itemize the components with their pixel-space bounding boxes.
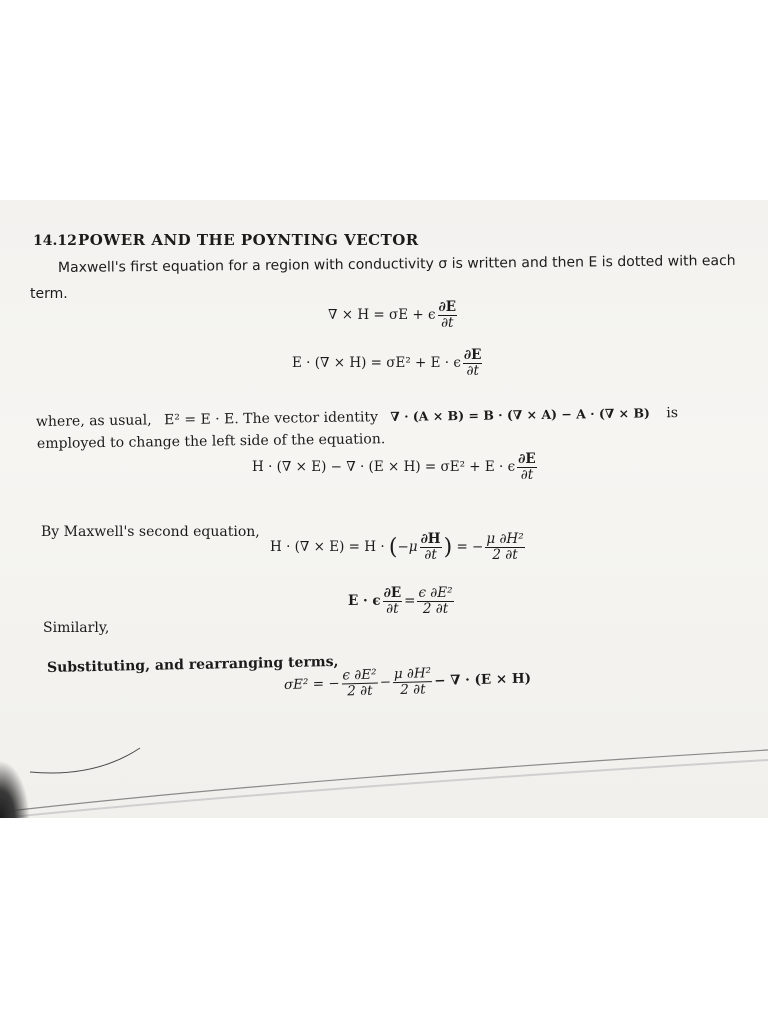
equation-4-paren-open: ( <box>388 535 398 560</box>
intro-text-line1: Maxwell's first equation for a region with conductivity σ is written and then E is dotted with each <box>57 252 736 276</box>
pencil-stroke <box>30 748 140 773</box>
equation-6 <box>284 664 532 701</box>
equation-6-numerator-2: μ ∂H² <box>393 665 432 683</box>
intro-text-line2: term. <box>30 286 68 302</box>
equation-2 <box>292 348 484 379</box>
equation-4-fraction-2 <box>485 532 524 563</box>
equation-4-paren-close: ) <box>443 535 453 560</box>
equation-6-numerator-1: ϵ ∂E² <box>342 666 377 684</box>
equation-4-numerator-2: μ ∂H² <box>486 531 524 547</box>
equation-6-denominator-2: 2 ∂t <box>400 681 426 698</box>
equation-4-left: H · (∇ × E) = H · <box>270 539 389 555</box>
equation-5-denominator-1: ∂t <box>386 601 399 617</box>
equation-6-denominator-1: 2 ∂t <box>347 682 373 700</box>
equation-2-numerator: ∂E <box>463 347 482 363</box>
equation-2-fraction <box>463 348 483 379</box>
equation-2-left: E · (∇ × H) = σE² + E · ϵ <box>292 355 461 371</box>
where-text-c: is <box>666 405 679 422</box>
equation-1-left: ∇ × H = σE + ϵ <box>328 307 436 323</box>
equation-4 <box>270 532 527 563</box>
equation-3-fraction <box>517 452 537 483</box>
equation-5-left: E · ϵ <box>348 593 381 609</box>
equation-6-fraction-2 <box>393 666 433 698</box>
equation-4-mid: = − <box>452 539 484 555</box>
equation-3 <box>252 452 539 483</box>
page-edge-marks <box>0 720 768 818</box>
equation-4-inner: −μ <box>397 539 418 555</box>
equation-3-left: H · (∇ × E) − ∇ · (E × H) = σE² + E · ϵ <box>252 459 516 475</box>
equation-1 <box>328 300 459 331</box>
vector-identity: ∇ · (A × B) = B · (∇ × A) − A · (∇ × B) <box>390 405 651 425</box>
equation-1-denominator: ∂t <box>441 315 454 331</box>
section-number: 14.12 <box>33 233 77 249</box>
equation-5 <box>348 586 456 617</box>
page-corner-shadow <box>0 760 30 818</box>
equation-4-denominator-2: 2 ∂t <box>492 547 518 563</box>
equation-6-fraction-1 <box>341 668 378 700</box>
equation-3-denominator: ∂t <box>520 467 534 483</box>
equation-4-denominator-1: ∂t <box>424 547 437 563</box>
where-text-a: where, as usual, <box>35 412 152 430</box>
page-curl-shadow <box>0 760 768 818</box>
equation-1-fraction <box>438 300 458 331</box>
section-title: POWER AND THE POYNTING VECTOR <box>78 231 419 249</box>
equation-5-fraction-1 <box>383 586 403 617</box>
equation-6-right: − ∇ · (E × H) <box>434 670 532 690</box>
equation-4-fraction-1 <box>420 532 442 563</box>
equation-5-mid: = <box>404 593 416 609</box>
equation-5-numerator-2: ϵ ∂E² <box>418 585 453 601</box>
equation-2-denominator: ∂t <box>466 363 479 379</box>
where-text-line1 <box>36 405 678 430</box>
equation-6-mid: − <box>379 674 392 691</box>
equation-1-numerator: ∂E <box>438 299 457 315</box>
where-text-line2: employed to change the left side of the equation. <box>36 431 386 452</box>
equation-5-numerator-1: ∂E <box>383 585 402 601</box>
page-curl-line <box>0 750 768 812</box>
where-text-b: E² = E · E. The vector identity <box>163 409 379 429</box>
equation-6-left: σE² = − <box>283 675 340 693</box>
textbook-page <box>0 200 768 818</box>
equation-5-fraction-2 <box>417 586 453 617</box>
similarly-text: Similarly, <box>43 620 110 636</box>
equation-5-denominator-2: 2 ∂t <box>422 601 449 617</box>
by-maxwell-text: By Maxwell's second equation, <box>41 524 260 540</box>
equation-4-numerator-1: ∂H <box>420 531 441 547</box>
substituting-text: Substituting, and rearranging terms, <box>46 653 339 676</box>
equation-3-numerator: ∂E <box>518 451 536 467</box>
